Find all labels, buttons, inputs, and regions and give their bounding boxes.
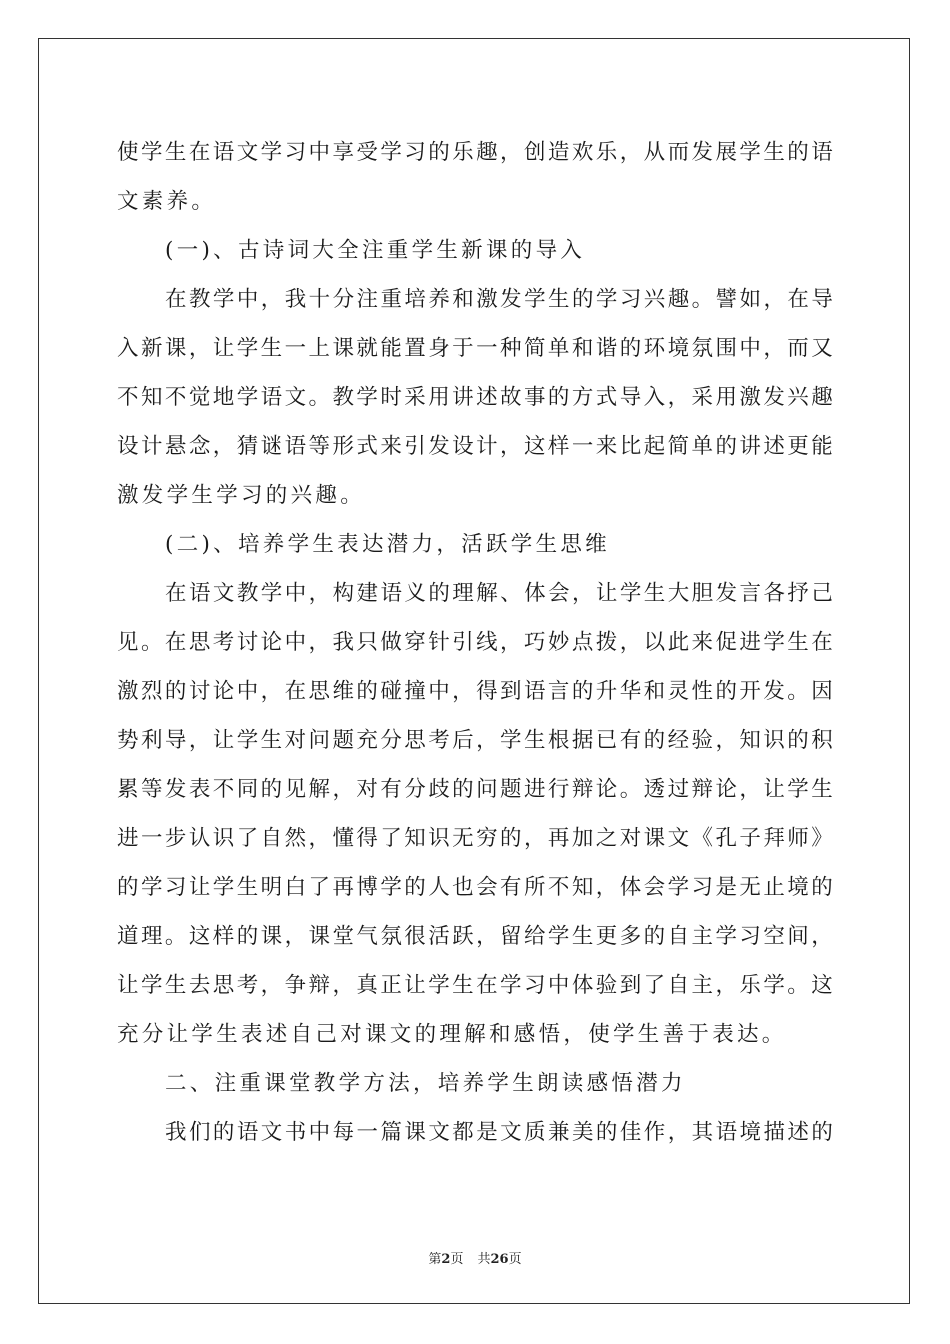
document-body bbox=[117, 128, 833, 1157]
text-line: 在 语 文 教 学 中 ， 构 建 语 义 的 理 解 、 体 会 ， 让 学 生 大 胆 发 言 各 抒 己 bbox=[165, 581, 833, 606]
total-suffix: 页 bbox=[508, 1252, 522, 1267]
page-prefix: 第 bbox=[428, 1252, 442, 1267]
page-suffix: 页 bbox=[450, 1252, 464, 1267]
total-prefix: 共 bbox=[477, 1252, 491, 1267]
text-line: 激发学生学习的兴趣。 bbox=[117, 483, 366, 508]
text-line: 见 。 在 思 考 讨 论 中 ， 我 只 做 穿 针 引 线 ， 巧 妙 点 拨 ， 以 此 来 促 进 学 生 在 bbox=[117, 630, 833, 655]
text-line: 入 新 课 ， 让 学 生 一 上 课 就 能 置 身 于 一 种 简 单 和 谐 的 环 境 氛 围 中 ， 而 又 bbox=[117, 336, 833, 361]
text-line: 设 计 悬 念 ， 猜 谜 语 等 形 式 来 引 发 设 计 ， 这 样 一 来 比 起 简 单 的 讲 述 更 能 bbox=[117, 434, 833, 459]
page-number: 2 bbox=[441, 1252, 451, 1267]
page-footer bbox=[0, 1248, 950, 1267]
text-line: 我 们 的 语 文 书 中 每 一 篇 课 文 都 是 文 质 兼 美 的 佳 作 ， 其 语 境 描 述 的 bbox=[165, 1120, 833, 1145]
text-line: 激 烈 的 讨 论 中 ， 在 思 维 的 碰 撞 中 ， 得 到 语 言 的 升 华 和 灵 性 的 开 发 。 因 bbox=[117, 679, 833, 704]
text-line: 势 利 导 ， 让 学 生 对 问 题 充 分 思 考 后 ， 学 生 根 据 已 有 的 经 验 ， 知 识 的 积 bbox=[117, 728, 833, 753]
text-line: 进 一 步 认 识 了 自 然 ， 懂 得 了 知 识 无 穷 的 ， 再 加 之 对 课 文 《 孔 子 拜 师 》 bbox=[117, 826, 833, 851]
text-line: 使 学 生 在 语 文 学 习 中 享 受 学 习 的 乐 趣 ， 创 造 欢 乐 ， 从 而 发 展 学 生 的 语 bbox=[117, 140, 833, 165]
text-line: (一)、古诗词大全注重学生新课的导入 bbox=[165, 238, 586, 263]
text-line: 的 学 习 让 学 生 明 白 了 再 博 学 的 人 也 会 有 所 不 知 ， 体 会 学 习 是 无 止 境 的 bbox=[117, 875, 833, 900]
text-line: 充分让学生表述自己对课文的理解和感悟，使学生善于表达。 bbox=[117, 1022, 787, 1047]
text-line: 不 知 不 觉 地 学 语 文 。 教 学 时 采 用 讲 述 故 事 的 方 式 导 入 ， 采 用 激 发 兴 趣 bbox=[117, 385, 833, 410]
text-line: 累 等 发 表 不 同 的 见 解 ， 对 有 分 歧 的 问 题 进 行 辩 论 。 透 过 辩 论 ， 让 学 生 bbox=[117, 777, 833, 802]
total-pages: 26 bbox=[490, 1252, 509, 1267]
text-line: 让 学 生 去 思 考 ， 争 辩 ， 真 正 让 学 生 在 学 习 中 体 验 到 了 自 主 ， 乐 学 。 这 bbox=[117, 973, 833, 998]
text-line: (二)、培养学生表达潜力，活跃学生思维 bbox=[165, 532, 610, 557]
text-line: 文素养。 bbox=[117, 189, 217, 214]
text-line: 在 教 学 中 ， 我 十 分 注 重 培 养 和 激 发 学 生 的 学 习 兴 趣 。 譬 如 ， 在 导 bbox=[165, 287, 833, 312]
text-line: 二、注重课堂教学方法，培养学生朗读感悟潜力 bbox=[165, 1071, 686, 1096]
text-line: 道 理 。 这 样 的 课 ， 课 堂 气 氛 很 活 跃 ， 留 给 学 生 更 多 的 自 主 学 习 空 间 ， bbox=[117, 924, 833, 949]
